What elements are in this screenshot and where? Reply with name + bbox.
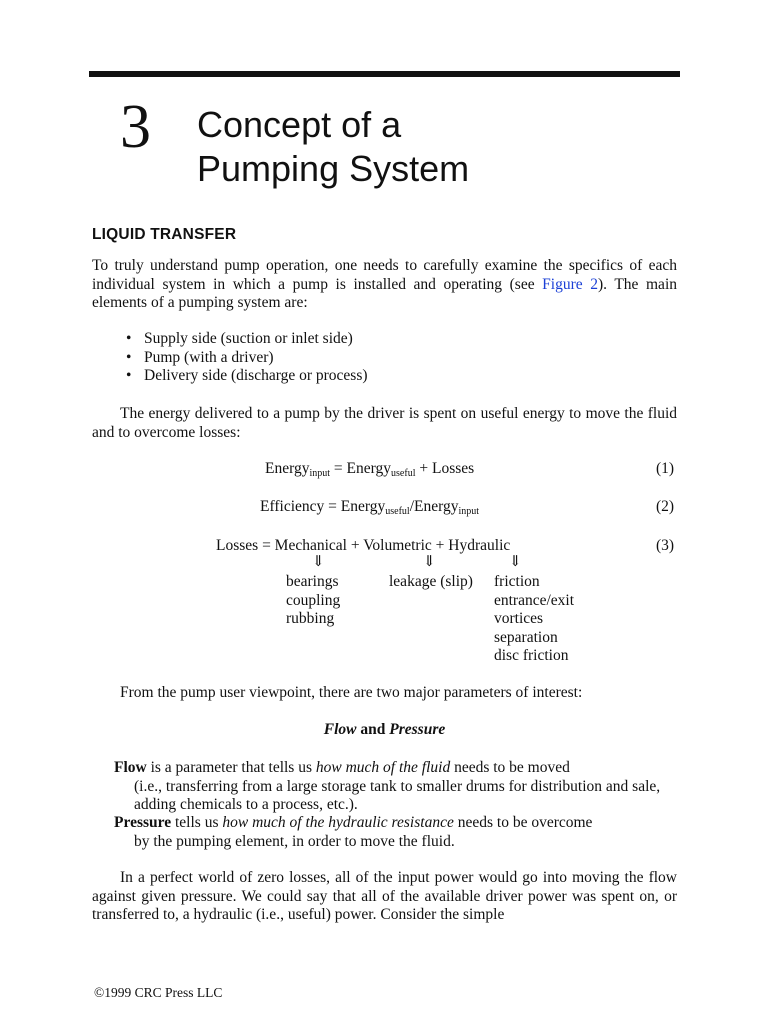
- list-item: entrance/exit: [494, 591, 575, 609]
- equation-2: Efficiency = Energy$_{useful}$/Energy$_{input}$: [260, 498, 480, 517]
- list-item: • Delivery side (discharge or process): [124, 367, 368, 386]
- flow-definition: Flow is a parameter that tells us how much of the fluid needs to be moved (i.e., transferring from a large storage tank to smaller drums for distribution and sale, adding chemicals to a process, etc.).: [114, 759, 661, 813]
- list-item: coupling: [286, 591, 341, 609]
- figure-link[interactable]: Figure 2: [542, 275, 598, 293]
- equation-1: Energy$_{input}$ = Energy$_{useful}$ + Losses: [265, 460, 475, 479]
- params-intro: From the pump user viewpoint, there are two major parameters of interest:: [120, 684, 583, 701]
- list-item: leakage (slip): [389, 573, 473, 590]
- intro-text-2: ). The main elements of a pumping system are:: [92, 275, 677, 311]
- equation-1-number: (1): [656, 460, 675, 477]
- mechanical-losses-list: [286, 573, 340, 629]
- arrow-hydraulic-icon: ⇓: [509, 554, 522, 570]
- equation-3-number: (3): [656, 537, 675, 554]
- list-item: separation: [494, 628, 558, 646]
- hydraulic-losses-list: [494, 573, 574, 666]
- arrow-mechanical-icon: ⇓: [312, 554, 325, 570]
- copyright-footer: ©1999 CRC Press LLC: [94, 985, 223, 1000]
- list-item: bearings: [286, 573, 339, 590]
- volumetric-losses-list: [389, 573, 473, 592]
- chapter-title: [197, 103, 469, 191]
- arrow-volumetric-icon: ⇓: [423, 554, 436, 570]
- list-item: rubbing: [286, 610, 335, 627]
- flow-term: Flow: [114, 759, 147, 776]
- equation-3: Losses = Mechanical + Volumetric + Hydraulic: [216, 537, 511, 554]
- pressure-term: Pressure: [114, 814, 172, 831]
- intro-text-1: To truly understand pump operation, one needs to carefully examine the specifics of each individual system in which a pump is installed and operating (see: [92, 257, 677, 293]
- chapter-rule: [89, 71, 680, 77]
- chapter-title-line2: Pumping System: [197, 148, 470, 189]
- chapter-number: 3: [120, 93, 151, 161]
- chapter-title-line1: Concept of a: [197, 104, 402, 145]
- params-heading: Flow and Pressure: [323, 721, 446, 738]
- list-item: friction: [494, 573, 540, 590]
- system-elements-list: [124, 330, 368, 386]
- equation-2-number: (2): [656, 498, 675, 515]
- section-heading: LIQUID TRANSFER: [92, 226, 237, 243]
- energy-paragraph: The energy delivered to a pump by the driver is spent on useful energy to move the fluid and to overcome losses:: [92, 405, 677, 441]
- final-paragraph: In a perfect world of zero losses, all of the input power would go into moving the flow against given pressure. We could say that all of the available driver power was spent on, or transferred to, a hydraulic (i.e., useful) power. Consider the simple: [92, 869, 677, 923]
- intro-paragraph: [92, 257, 677, 313]
- list-item: • Pump (with a driver): [124, 349, 368, 368]
- list-item: • Supply side (suction or inlet side): [124, 330, 368, 349]
- list-item: disc friction: [494, 647, 569, 664]
- list-item: vortices: [494, 610, 544, 627]
- pressure-definition: Pressure tells us how much of the hydraulic resistance needs to be overcome by the pumping element, in order to move the fluid.: [114, 814, 593, 850]
